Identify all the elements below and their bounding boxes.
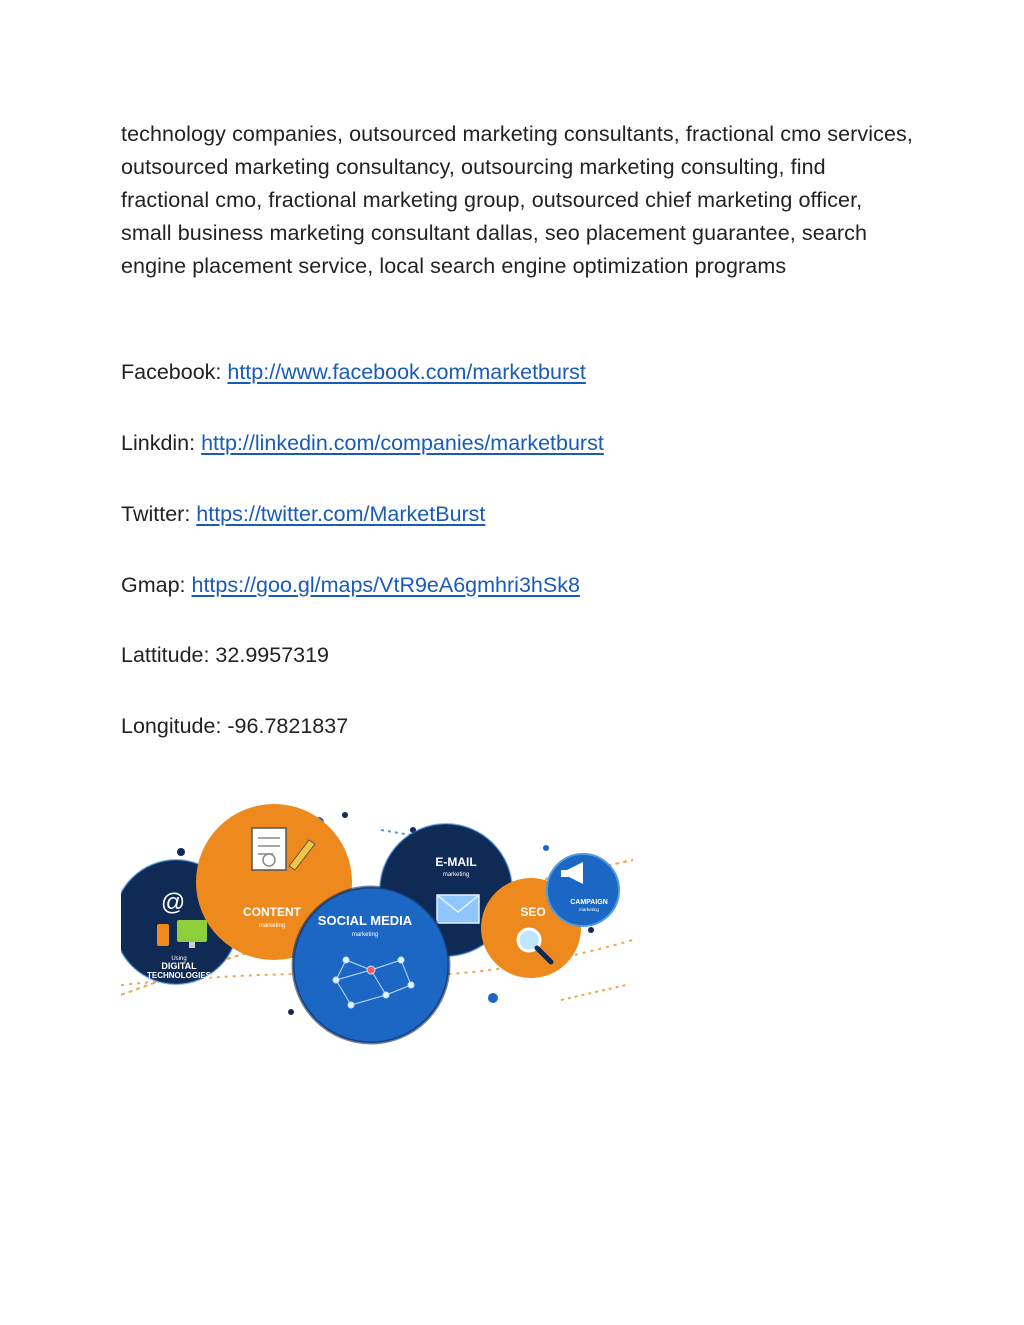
digital-pre: Using [171, 956, 187, 962]
gmap-link[interactable]: https://goo.gl/maps/VtR9eA6gmhri3hSk8 [191, 573, 580, 597]
monitor-icon [177, 920, 207, 942]
twitter-label: Twitter: [121, 502, 197, 526]
content-title: CONTENT [243, 905, 301, 919]
linkedin-link[interactable]: http://linkedin.com/companies/marketburst [201, 431, 604, 455]
gmap-line [121, 570, 580, 600]
campaign-circle [547, 854, 619, 926]
campaign-title: CAMPAIGN [570, 899, 608, 906]
gmap-label: Gmap: [121, 573, 192, 597]
seo-title: SEO [520, 905, 546, 919]
facebook-label: Facebook: [121, 360, 228, 384]
document-body [121, 118, 921, 283]
social-media-circle [293, 887, 449, 1043]
social-title: SOCIAL MEDIA [317, 913, 413, 928]
envelope-icon [437, 895, 479, 923]
digital-title: DIGITAL [161, 961, 197, 971]
at-sign-icon: @ [160, 889, 186, 916]
campaign-sub: marketing [579, 907, 599, 912]
twitter-link[interactable]: https://twitter.com/MarketBurst [196, 502, 486, 526]
keywords-paragraph: technology companies, outsourced marketing consultants, fractional cmo services, outsourced marketing consultancy, outsourcing marketing consulting, find fractional cmo, fractional marketing group, outsourced chief marketing officer, small business marketing consultant dallas, seo placement guarantee, search engine placement service, local search engine optimization programs [121, 122, 913, 278]
linkedin-label: Linkdin: [121, 431, 202, 455]
digital-title2: TECHNOLOGIES [146, 971, 212, 980]
linkedin-line [121, 428, 604, 458]
content-sub: marketing [258, 923, 286, 929]
social-sub: marketing [351, 932, 379, 938]
longitude-line: Longitude: -96.7821837 [121, 714, 349, 738]
twitter-line [121, 499, 485, 529]
email-title: E-MAIL [435, 855, 477, 869]
document-icon [252, 828, 286, 870]
latitude-line: Lattitude: 32.9957319 [121, 643, 330, 667]
digital-marketing-illustration [121, 800, 633, 1045]
facebook-line [121, 357, 586, 387]
email-sub: marketing [442, 872, 470, 878]
facebook-link[interactable]: http://www.facebook.com/marketburst [227, 360, 586, 384]
tablet-icon [157, 924, 169, 946]
